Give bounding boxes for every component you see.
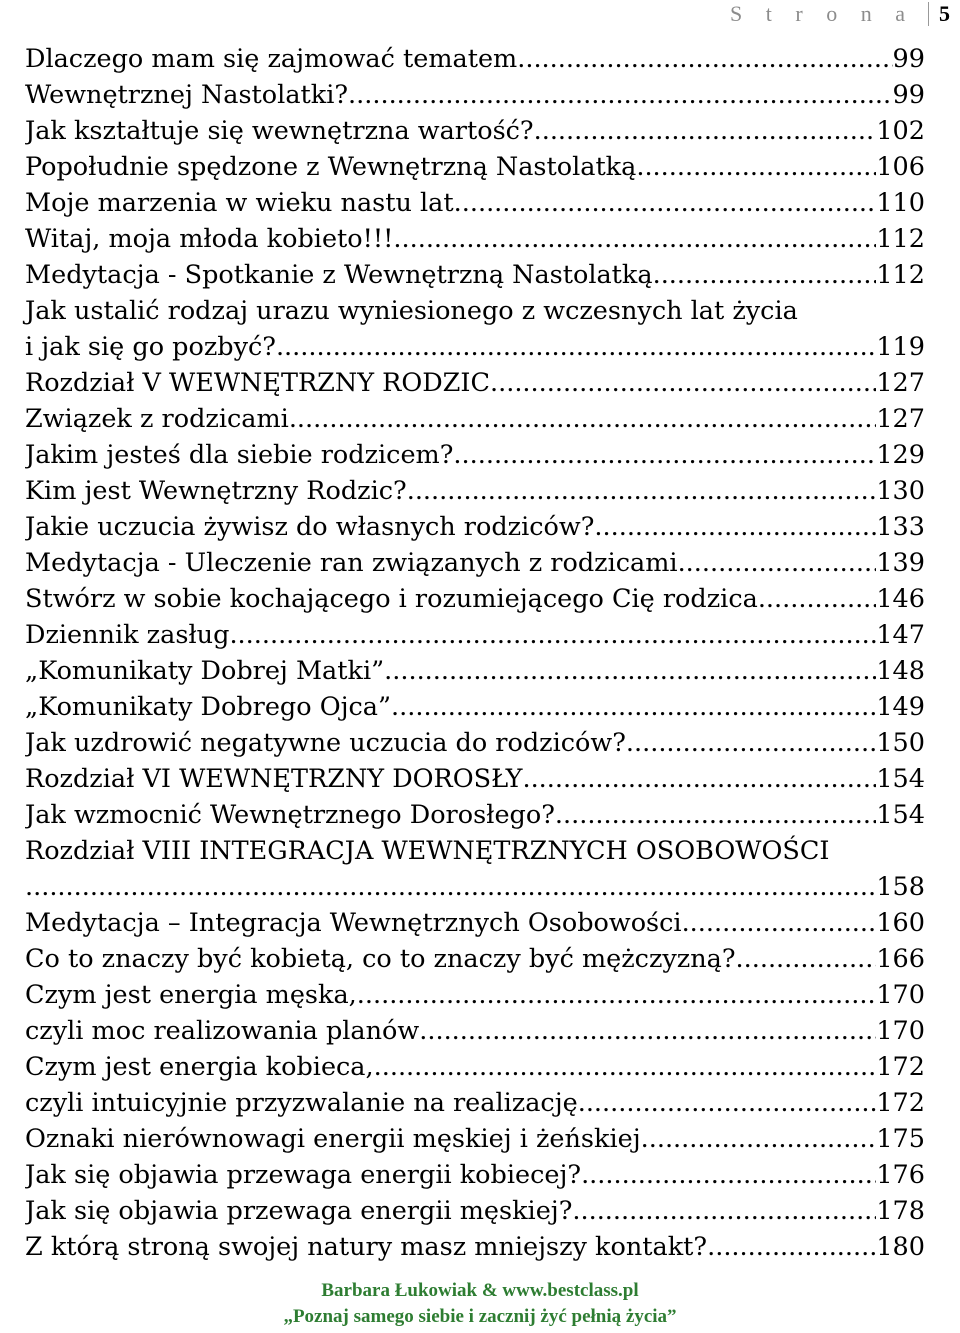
- toc-entry-title: Moje marzenia w wieku nastu lat: [25, 188, 454, 218]
- table-of-contents: [25, 41, 925, 1265]
- toc-entry-page: 166: [876, 944, 925, 974]
- toc-entry[interactable]: [25, 617, 925, 653]
- toc-entry-page: 139: [876, 548, 925, 578]
- toc-entry-title: „Komunikaty Dobrego Ojca”: [25, 692, 392, 722]
- toc-entry-page: 110: [876, 188, 925, 218]
- dot-leader: [384, 653, 876, 689]
- toc-entry-page: 172: [876, 1052, 925, 1082]
- toc-entry[interactable]: [25, 761, 925, 797]
- toc-entry-page: 146: [876, 584, 925, 614]
- toc-entry[interactable]: [25, 869, 925, 905]
- toc-entry-title: Jak się objawia przewaga energii męskiej?: [25, 1196, 573, 1226]
- dot-leader: [678, 545, 877, 581]
- toc-entry[interactable]: [25, 941, 925, 977]
- toc-entry-title: Rozdział VI WEWNĘTRZNY DOROSŁY: [25, 764, 523, 794]
- toc-entry[interactable]: [25, 653, 925, 689]
- footer-title: „Poznaj samego siebie i zacznij żyć pełnią życia”: [283, 1306, 677, 1327]
- page-label: S t r o n a: [730, 2, 929, 26]
- toc-entry-title: Jak uzdrowić negatywne uczucia do rodziców?: [25, 728, 626, 758]
- toc-entry-title: Jakim jesteś dla siebie rodzicem?: [25, 440, 454, 470]
- toc-entry-page: 133: [876, 512, 925, 542]
- toc-entry-page: 158: [876, 872, 925, 902]
- toc-entry-title: Dlaczego mam się zajmować tematem: [25, 44, 518, 74]
- toc-entry-page: 119: [876, 332, 925, 362]
- dot-leader: [653, 257, 877, 293]
- toc-entry-page: 150: [876, 728, 925, 758]
- toc-entry-page: 170: [876, 980, 925, 1010]
- dot-leader: [522, 761, 876, 797]
- page-number: 5: [939, 1, 950, 26]
- dot-leader: [758, 581, 877, 617]
- toc-entry-title: Jak wzmocnić Wewnętrznego Dorosłego?: [25, 800, 555, 830]
- toc-entry-page: 160: [876, 908, 925, 938]
- dot-leader: [25, 869, 876, 905]
- toc-entry[interactable]: [25, 1229, 925, 1265]
- toc-entry-page: 147: [876, 620, 925, 650]
- toc-entry[interactable]: [25, 401, 925, 437]
- dot-leader: [276, 329, 876, 365]
- toc-entry[interactable]: [25, 473, 925, 509]
- toc-entry[interactable]: [25, 545, 925, 581]
- toc-entry-title: Medytacja - Uleczenie ran związanych z rodzicami: [25, 548, 678, 578]
- toc-entry-page: 129: [876, 440, 925, 470]
- dot-leader: [594, 509, 876, 545]
- toc-entry[interactable]: [25, 77, 925, 113]
- toc-entry[interactable]: [25, 689, 925, 725]
- toc-entry-title: i jak się go pozbyć?: [25, 332, 276, 362]
- toc-entry-title: Jak się objawia przewaga energii kobiecej?: [25, 1160, 582, 1190]
- toc-entry-page: 154: [876, 764, 925, 794]
- dot-leader: [391, 689, 876, 725]
- toc-entry-title: Popołudnie spędzone z Wewnętrzną Nastolatką: [25, 152, 637, 182]
- dot-leader: [626, 725, 876, 761]
- dot-leader: [517, 41, 892, 77]
- toc-entry-page: 127: [876, 368, 925, 398]
- dot-leader: [419, 1013, 876, 1049]
- toc-entry[interactable]: [25, 797, 925, 833]
- dot-leader: [289, 401, 877, 437]
- dot-leader: [555, 797, 876, 833]
- dot-leader: [572, 1193, 876, 1229]
- toc-entry-title: Jakie uczucia żywisz do własnych rodziców?: [25, 512, 595, 542]
- toc-entry-page: 176: [876, 1160, 925, 1190]
- toc-entry-page: 170: [876, 1016, 925, 1046]
- toc-entry-title: Czym jest energia męska,: [25, 980, 357, 1010]
- toc-entry-page: 180: [876, 1232, 925, 1262]
- toc-entry-title: Medytacja – Integracja Wewnętrznych Osobowości: [25, 908, 682, 938]
- toc-entry-page: 178: [876, 1196, 925, 1226]
- dot-leader: [407, 473, 877, 509]
- toc-entry[interactable]: [25, 1013, 925, 1049]
- toc-entry[interactable]: [25, 905, 925, 941]
- toc-entry-title: Medytacja - Spotkanie z Wewnętrzną Nastolatką: [25, 260, 653, 290]
- toc-entry-title: Co to znaczy być kobietą, co to znaczy być mężczyzną?: [25, 944, 736, 974]
- toc-entry-title: Czym jest energia kobieca,: [25, 1052, 374, 1082]
- footer-author: Barbara Łukowiak & www.bestclass.pl: [321, 1280, 639, 1301]
- toc-entry-title: „Komunikaty Dobrej Matki”: [25, 656, 385, 686]
- toc-entry-title: Kim jest Wewnętrzny Rodzic?: [25, 476, 407, 506]
- toc-entry-page: 149: [876, 692, 925, 722]
- dot-leader: [641, 1121, 877, 1157]
- toc-entry-title-line: Jak ustalić rodzaj urazu wyniesionego z wczesnych lat życia: [25, 296, 798, 326]
- toc-entry-page: 99: [892, 44, 925, 74]
- toc-entry-title: Z którą stroną swojej natury masz mniejszy kontakt?: [25, 1232, 708, 1262]
- toc-entry[interactable]: [25, 1049, 925, 1085]
- dot-leader: [374, 1049, 877, 1085]
- toc-entry[interactable]: [25, 725, 925, 761]
- toc-entry-page: 106: [876, 152, 925, 182]
- toc-entry-title: Rozdział V WEWNĘTRZNY RODZIC: [25, 368, 490, 398]
- toc-entry[interactable]: [25, 581, 925, 617]
- dot-leader: [357, 977, 877, 1013]
- dot-leader: [229, 617, 876, 653]
- dot-leader: [578, 1085, 877, 1121]
- toc-entry-page: 154: [876, 800, 925, 830]
- toc-entry[interactable]: [25, 41, 925, 77]
- dot-leader: [534, 113, 877, 149]
- toc-entry-title: Związek z rodzicami: [25, 404, 289, 434]
- toc-entry[interactable]: [25, 1085, 925, 1121]
- dot-leader: [707, 1229, 876, 1265]
- toc-entry-title: Jak kształtuje się wewnętrzna wartość?: [25, 116, 534, 146]
- toc-entry-title: Oznaki nierównowagi energii męskiej i żeńskiej: [25, 1124, 641, 1154]
- toc-entry-page: 127: [876, 404, 925, 434]
- dot-leader: [348, 77, 893, 113]
- toc-entry-page: 112: [876, 224, 925, 254]
- toc-entry[interactable]: [25, 365, 925, 401]
- dot-leader: [453, 437, 876, 473]
- dot-leader: [636, 149, 876, 185]
- toc-entry-title-line: Rozdział VIII INTEGRACJA WEWNĘTRZNYCH OSOBOWOŚCI: [25, 836, 830, 866]
- dot-leader: [581, 1157, 876, 1193]
- dot-leader: [393, 221, 876, 257]
- toc-entry[interactable]: [25, 437, 925, 473]
- toc-entry-page: 112: [876, 260, 925, 290]
- dot-leader: [490, 365, 876, 401]
- toc-entry[interactable]: [25, 509, 925, 545]
- toc-entry[interactable]: [25, 1121, 925, 1157]
- toc-entry[interactable]: [25, 113, 925, 149]
- toc-entry[interactable]: [25, 257, 925, 293]
- dot-leader: [682, 905, 877, 941]
- toc-entry-page: 175: [876, 1124, 925, 1154]
- dot-leader: [736, 941, 877, 977]
- toc-entry-title: Wewnętrznej Nastolatki?: [25, 80, 349, 110]
- toc-entry-page: 130: [876, 476, 925, 506]
- toc-entry-title: Stwórz w sobie kochającego i rozumiejącego Cię rodzica: [25, 584, 758, 614]
- toc-entry-page: 148: [876, 656, 925, 686]
- toc-entry[interactable]: [25, 977, 925, 1013]
- toc-entry-page: 99: [892, 80, 925, 110]
- dot-leader: [454, 185, 877, 221]
- page-header: [730, 0, 950, 28]
- toc-entry-title: Witaj, moja młoda kobieto!!!: [25, 224, 394, 254]
- toc-entry[interactable]: [25, 149, 925, 185]
- toc-entry-title: czyli intuicyjnie przyzwalanie na realizację: [25, 1088, 578, 1118]
- toc-entry-page: 102: [876, 116, 925, 146]
- toc-entry[interactable]: [25, 185, 925, 221]
- toc-entry[interactable]: [25, 329, 925, 365]
- toc-entry-title: czyli moc realizowania planów: [25, 1016, 420, 1046]
- toc-entry-page: 172: [876, 1088, 925, 1118]
- toc-entry[interactable]: [25, 221, 925, 257]
- toc-entry[interactable]: [25, 1193, 925, 1229]
- toc-entry-title: Dziennik zasług: [25, 620, 230, 650]
- toc-entry[interactable]: [25, 1157, 925, 1193]
